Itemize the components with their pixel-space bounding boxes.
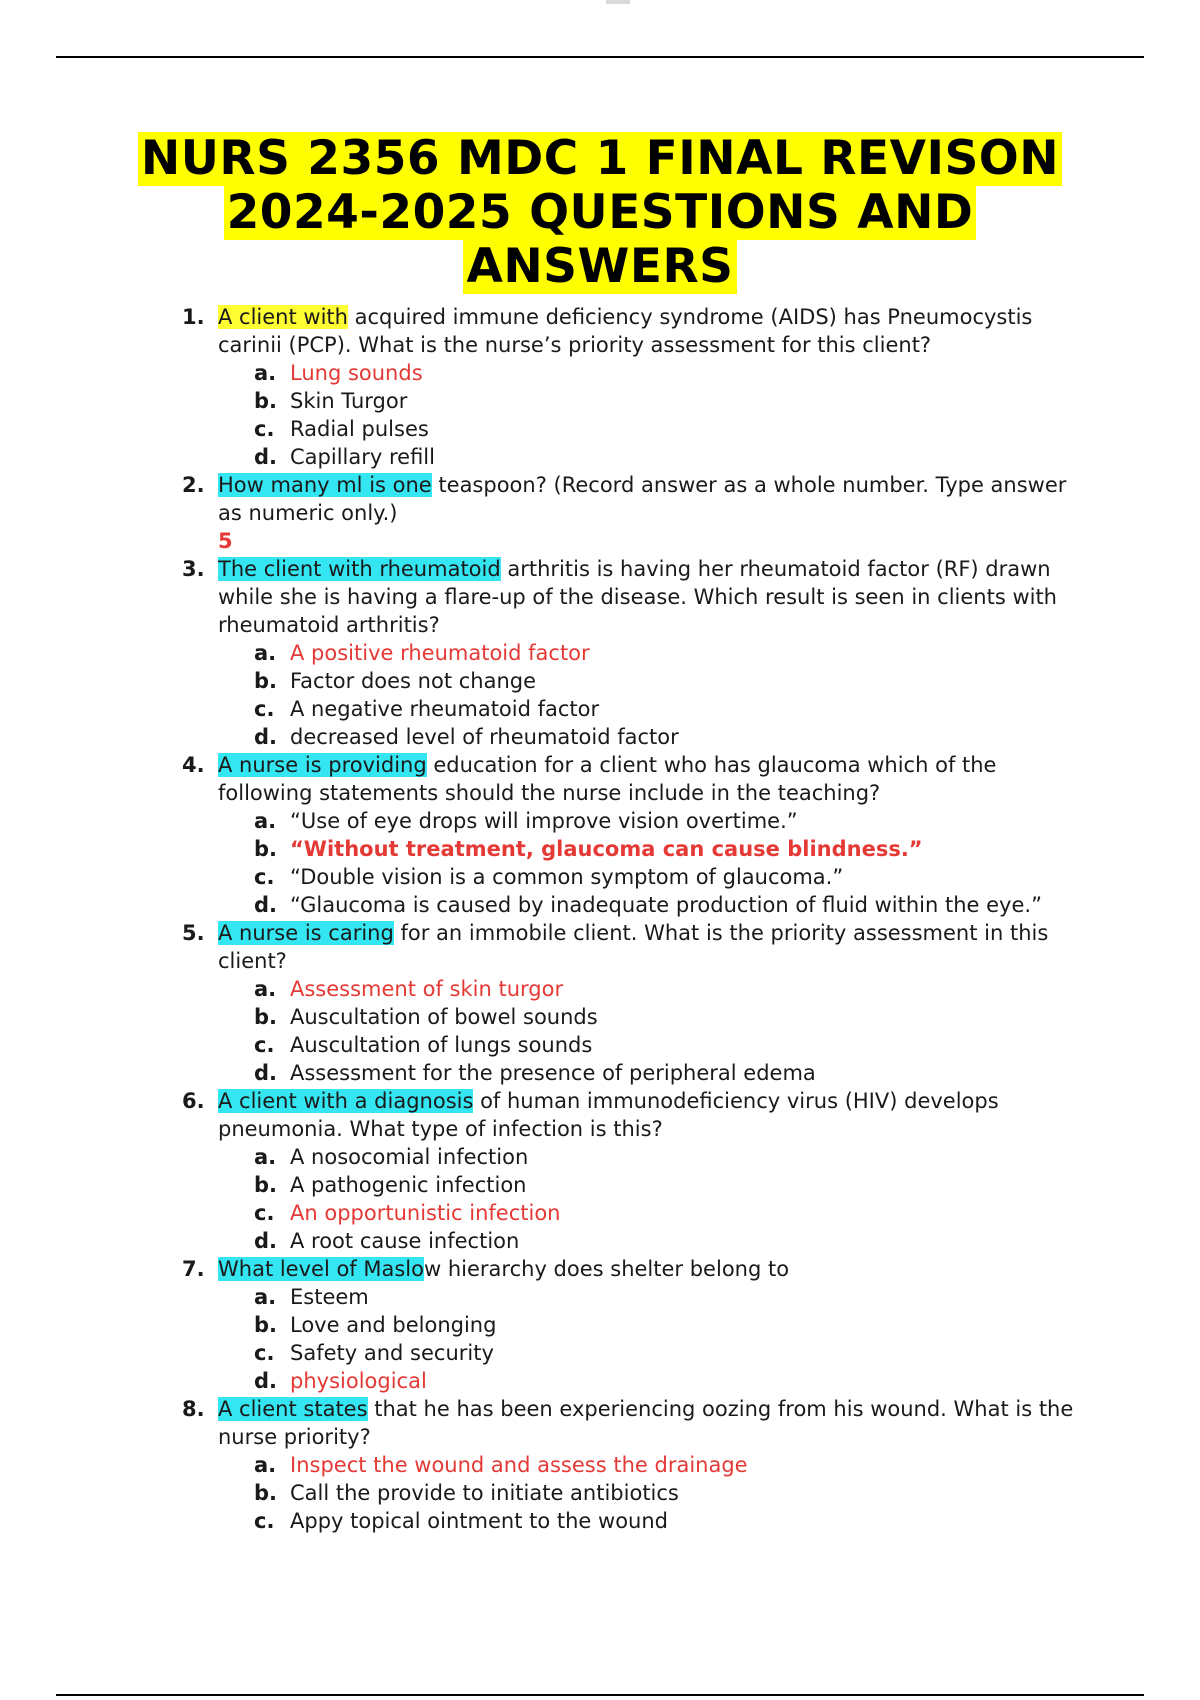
option-correct xyxy=(218,975,1088,1003)
answer-options xyxy=(218,1143,1088,1255)
question-body: w hierarchy does shelter belong to xyxy=(424,1257,790,1281)
option-text: Esteem xyxy=(290,1285,369,1309)
option-letter: d. xyxy=(254,893,278,917)
option-letter: b. xyxy=(254,669,278,693)
option-letter: a. xyxy=(254,809,277,833)
option-letter: d. xyxy=(254,1369,278,1393)
option-letter: c. xyxy=(254,1201,275,1225)
option-text: Assessment for the presence of peripheral edema xyxy=(290,1061,816,1085)
option-text: “Double vision is a common symptom of glaucoma.” xyxy=(290,865,844,889)
option-item xyxy=(218,723,1088,751)
highlighted-phrase: A nurse is caring xyxy=(218,921,394,945)
option-item xyxy=(218,387,1088,415)
option-letter: c. xyxy=(254,1033,275,1057)
option-letter: c. xyxy=(254,1341,275,1365)
option-text: Factor does not change xyxy=(290,669,537,693)
option-item xyxy=(218,891,1088,919)
question-number: 8. xyxy=(182,1397,205,1421)
option-text: “Glaucoma is caused by inadequate production of fluid within the eye.” xyxy=(290,893,1042,917)
option-text: physiological xyxy=(290,1369,427,1393)
option-letter: b. xyxy=(254,837,278,861)
option-letter: c. xyxy=(254,865,275,889)
option-item xyxy=(218,443,1088,471)
question-body: acquired immune deficiency syndrome (AIDS) has Pneumocystis carinii (PCP). What is the nurse’s priority assessment for this client? xyxy=(218,305,1033,357)
question-item xyxy=(0,303,1088,471)
question-text xyxy=(218,1255,1088,1283)
option-text: decreased level of rheumatoid factor xyxy=(290,725,679,749)
highlighted-phrase: How many ml is one xyxy=(218,473,432,497)
numeric-answer: 5 xyxy=(218,529,233,553)
title-line-3: ANSWERS xyxy=(463,240,736,294)
question-number: 4. xyxy=(182,753,205,777)
option-letter: b. xyxy=(254,1481,278,1505)
question-body: of human immunodeficiency virus (HIV) develops pneumonia. What type of infection is this? xyxy=(218,1089,999,1141)
question-list xyxy=(0,303,1200,1535)
title-line-2: 2024-2025 QUESTIONS AND xyxy=(224,186,977,240)
question-item xyxy=(0,555,1088,751)
question-text xyxy=(218,471,1088,527)
page-top-marker xyxy=(606,0,630,4)
question-text xyxy=(218,303,1088,359)
option-letter: b. xyxy=(254,1313,278,1337)
option-item xyxy=(218,1003,1088,1031)
option-item xyxy=(218,667,1088,695)
highlighted-phrase: A client with a diagnosis xyxy=(218,1089,474,1113)
highlighted-phrase: The client with rheumatoid xyxy=(218,557,501,581)
option-text: A nosocomial infection xyxy=(290,1145,529,1169)
answer-options xyxy=(218,1283,1088,1395)
option-text: Safety and security xyxy=(290,1341,494,1365)
option-text: A negative rheumatoid factor xyxy=(290,697,600,721)
option-letter: c. xyxy=(254,1509,275,1533)
answer-options xyxy=(218,1451,1088,1535)
option-correct xyxy=(218,835,1088,863)
option-text: Assessment of skin turgor xyxy=(290,977,564,1001)
question-body: education for a client who has glaucoma which of the following statements should the nurse include in the teaching? xyxy=(218,753,997,805)
option-text: Skin Turgor xyxy=(290,389,408,413)
option-text: Auscultation of lungs sounds xyxy=(290,1033,593,1057)
option-letter: d. xyxy=(254,1229,278,1253)
option-item xyxy=(218,1059,1088,1087)
option-letter: b. xyxy=(254,389,278,413)
option-correct xyxy=(218,1451,1088,1479)
option-text: Lung sounds xyxy=(290,361,423,385)
option-correct xyxy=(218,1367,1088,1395)
option-item xyxy=(218,1479,1088,1507)
question-body: arthritis is having her rheumatoid factor (RF) drawn while she is having a flare-up of the disease. Which result is seen in clients with rheumatoid arthritis? xyxy=(218,557,1057,637)
option-item xyxy=(218,863,1088,891)
option-text: Auscultation of bowel sounds xyxy=(290,1005,598,1029)
question-item xyxy=(0,1395,1088,1535)
question-number: 1. xyxy=(182,305,205,329)
option-item xyxy=(218,1031,1088,1059)
option-letter: d. xyxy=(254,725,278,749)
option-letter: d. xyxy=(254,445,278,469)
option-text: Love and belonging xyxy=(290,1313,497,1337)
option-letter: b. xyxy=(254,1005,278,1029)
question-number: 2. xyxy=(182,473,205,497)
option-letter: a. xyxy=(254,1145,277,1169)
question-text xyxy=(218,919,1088,975)
title-line-1: NURS 2356 MDC 1 FINAL REVISON xyxy=(138,132,1062,186)
option-letter: b. xyxy=(254,1173,278,1197)
option-text: Radial pulses xyxy=(290,417,429,441)
answer-options xyxy=(218,975,1088,1087)
question-item xyxy=(0,471,1088,555)
option-item xyxy=(218,1311,1088,1339)
footer-rule xyxy=(56,1694,1144,1696)
option-item xyxy=(218,415,1088,443)
option-text: An opportunistic infection xyxy=(290,1201,561,1225)
option-text: A root cause infection xyxy=(290,1229,520,1253)
question-text xyxy=(218,751,1088,807)
question-item xyxy=(0,919,1088,1087)
option-correct xyxy=(218,639,1088,667)
option-item xyxy=(218,807,1088,835)
question-item xyxy=(0,1255,1088,1395)
answer-options xyxy=(218,359,1088,471)
question-item xyxy=(0,751,1088,919)
option-text: A positive rheumatoid factor xyxy=(290,641,590,665)
option-letter: a. xyxy=(254,977,277,1001)
document-title xyxy=(100,132,1100,294)
option-letter: a. xyxy=(254,1285,277,1309)
option-text: Call the provide to initiate antibiotics xyxy=(290,1481,679,1505)
option-letter: c. xyxy=(254,697,275,721)
question-item xyxy=(0,1087,1088,1255)
option-letter: d. xyxy=(254,1061,278,1085)
question-number: 7. xyxy=(182,1257,205,1281)
option-text: “Without treatment, glaucoma can cause blindness.” xyxy=(290,837,923,861)
highlighted-phrase: A client with xyxy=(218,305,348,329)
option-text: Inspect the wound and assess the drainage xyxy=(290,1453,748,1477)
question-body: teaspoon? (Record answer as a whole number. Type answer as numeric only.) xyxy=(218,473,1067,525)
question-text xyxy=(218,555,1088,639)
question-number: 5. xyxy=(182,921,205,945)
option-letter: c. xyxy=(254,417,275,441)
option-text: “Use of eye drops will improve vision overtime.” xyxy=(290,809,798,833)
option-item xyxy=(218,1283,1088,1311)
option-item xyxy=(218,1339,1088,1367)
option-text: Capillary refill xyxy=(290,445,435,469)
option-letter: a. xyxy=(254,641,277,665)
highlighted-phrase: A client states xyxy=(218,1397,368,1421)
question-number: 3. xyxy=(182,557,205,581)
option-item xyxy=(218,1171,1088,1199)
option-letter: a. xyxy=(254,361,277,385)
option-correct xyxy=(218,1199,1088,1227)
option-item xyxy=(218,695,1088,723)
option-text: A pathogenic infection xyxy=(290,1173,527,1197)
option-item xyxy=(218,1507,1088,1535)
header-rule xyxy=(56,56,1144,58)
answer-options xyxy=(218,807,1088,919)
option-letter: a. xyxy=(254,1453,277,1477)
question-text xyxy=(218,1087,1088,1143)
question-body: for an immobile client. What is the priority assessment in this client? xyxy=(218,921,1049,973)
highlighted-phrase: What level of Maslo xyxy=(218,1257,424,1281)
question-body: that he has been experiencing oozing from his wound. What is the nurse priority? xyxy=(218,1397,1074,1449)
option-item xyxy=(218,1227,1088,1255)
question-text xyxy=(218,1395,1088,1451)
option-item xyxy=(218,1143,1088,1171)
answer-options xyxy=(218,639,1088,751)
option-text: Appy topical ointment to the wound xyxy=(290,1509,668,1533)
option-correct xyxy=(218,359,1088,387)
question-number: 6. xyxy=(182,1089,205,1113)
highlighted-phrase: A nurse is providing xyxy=(218,753,427,777)
